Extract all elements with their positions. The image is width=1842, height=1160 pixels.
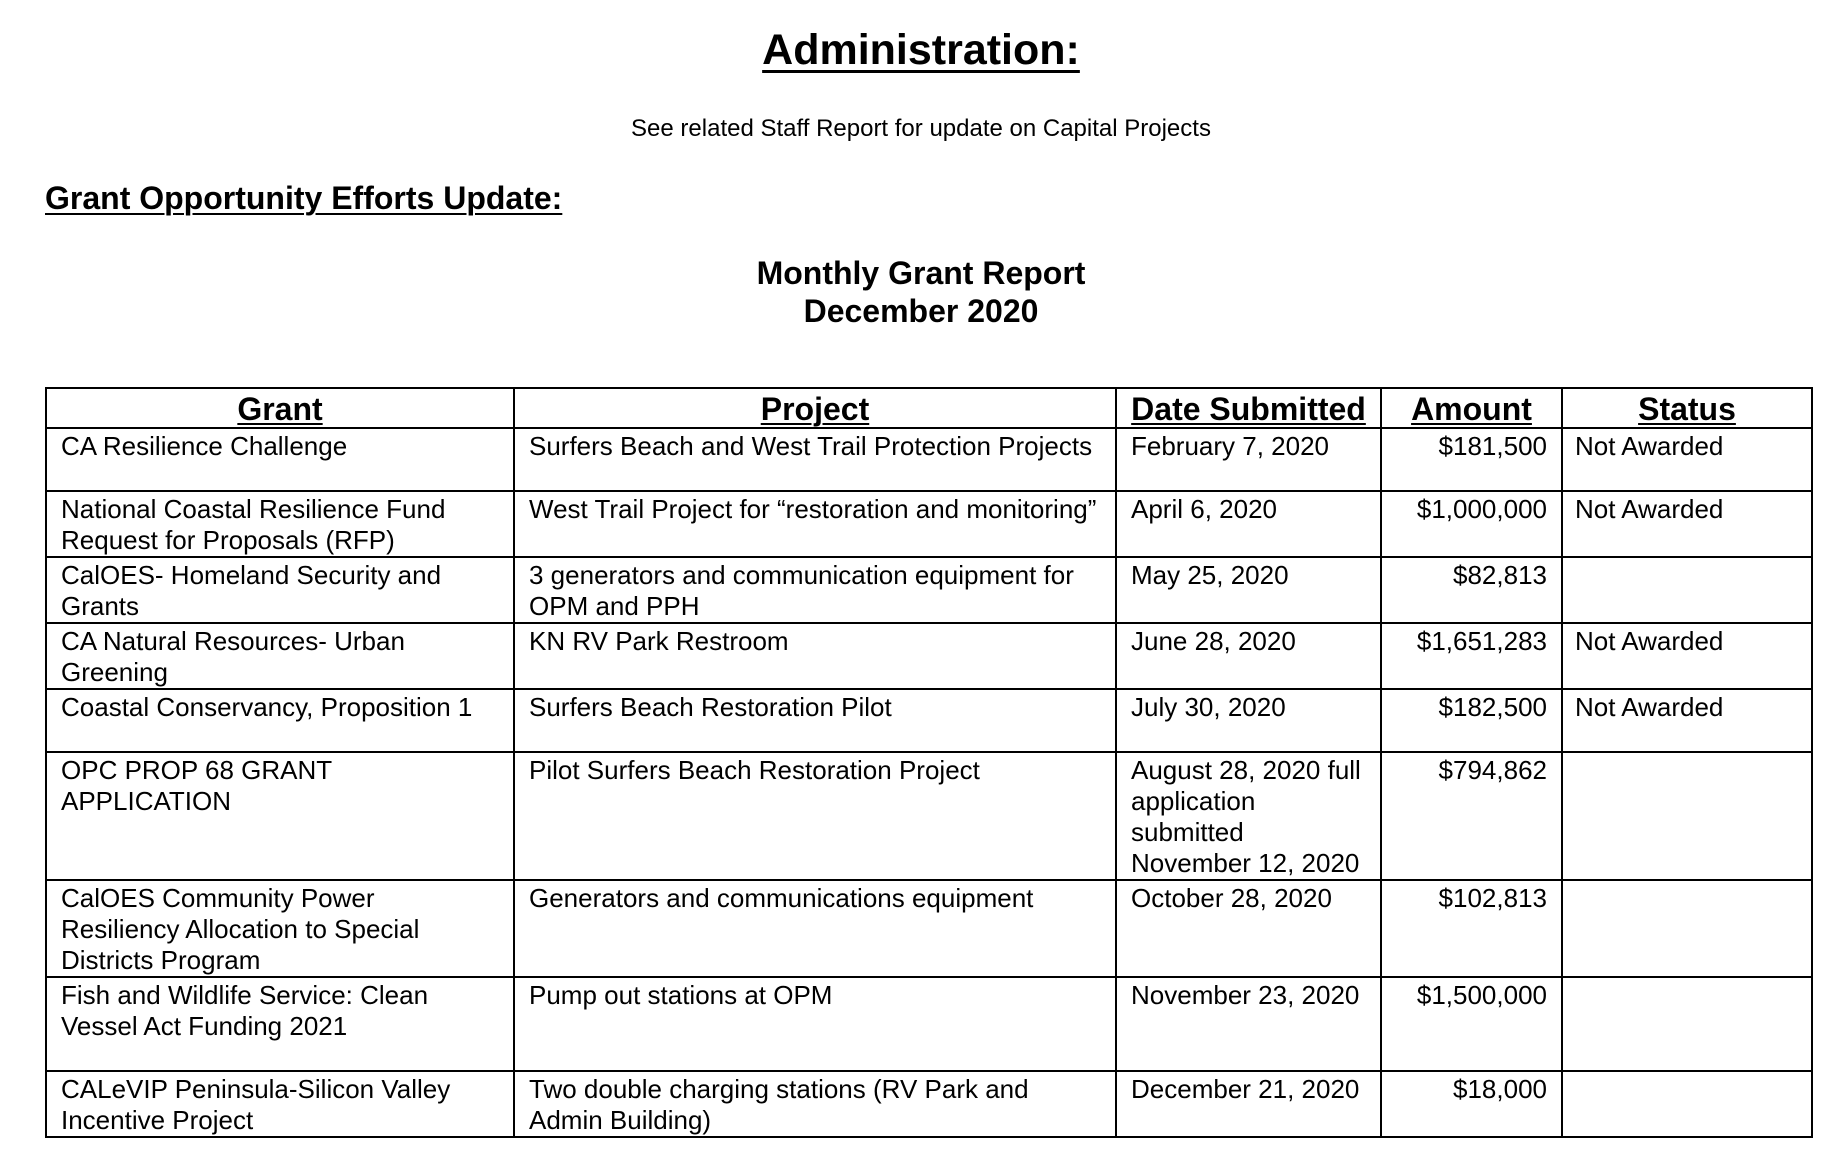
column-header-project: Project (514, 388, 1116, 428)
table-row (46, 977, 1812, 1071)
table-row (46, 557, 1812, 623)
page-title-text: Administration: (762, 26, 1080, 74)
project-cell: Pilot Surfers Beach Restoration Project (514, 752, 1116, 880)
table-row (46, 623, 1812, 689)
project-cell: 3 generators and communication equipment for OPM and PPH (514, 557, 1116, 623)
amount-cell: $181,500 (1381, 428, 1562, 491)
status-cell: Not Awarded (1562, 623, 1812, 689)
grant-cell: Fish and Wildlife Service: Clean Vessel Act Funding 2021 (46, 977, 514, 1071)
project-cell: Surfers Beach Restoration Pilot (514, 689, 1116, 752)
project-cell: West Trail Project for “restoration and monitoring” (514, 491, 1116, 557)
grant-cell: CALeVIP Peninsula-Silicon Valley Incentive Project (46, 1071, 514, 1137)
column-header-status: Status (1562, 388, 1812, 428)
grant-cell: CalOES- Homeland Security and Grants (46, 557, 514, 623)
amount-cell: $182,500 (1381, 689, 1562, 752)
grant-cell: Coastal Conservancy, Proposition 1 (46, 689, 514, 752)
column-header-grant: Grant (46, 388, 514, 428)
report-title-line2: December 2020 (803, 293, 1039, 329)
staff-report-note: See related Staff Report for update on Capital Projects (631, 115, 1211, 142)
status-cell: Not Awarded (1562, 491, 1812, 557)
status-cell (1562, 752, 1812, 880)
amount-cell: $794,862 (1381, 752, 1562, 880)
report-title (0, 254, 1842, 330)
amount-cell: $1,651,283 (1381, 623, 1562, 689)
project-cell: Pump out stations at OPM (514, 977, 1116, 1071)
amount-cell: $18,000 (1381, 1071, 1562, 1137)
date-submitted-cell: November 23, 2020 (1116, 977, 1381, 1071)
grant-table (45, 387, 1813, 1138)
amount-cell: $102,813 (1381, 880, 1562, 977)
section-heading: Grant Opportunity Efforts Update: (45, 180, 563, 216)
status-cell: Not Awarded (1562, 689, 1812, 752)
date-submitted-cell: April 6, 2020 (1116, 491, 1381, 557)
table-row (46, 689, 1812, 752)
project-cell: KN RV Park Restroom (514, 623, 1116, 689)
table-row (46, 880, 1812, 977)
grant-cell: National Coastal Resilience Fund Request for Proposals (RFP) (46, 491, 514, 557)
project-cell: Generators and communications equipment (514, 880, 1116, 977)
table-row (46, 752, 1812, 880)
date-submitted-cell: February 7, 2020 (1116, 428, 1381, 491)
amount-cell: $82,813 (1381, 557, 1562, 623)
status-cell: Not Awarded (1562, 428, 1812, 491)
table-row (46, 491, 1812, 557)
project-cell: Surfers Beach and West Trail Protection Projects (514, 428, 1116, 491)
grant-cell: CA Resilience Challenge (46, 428, 514, 491)
date-submitted-cell: June 28, 2020 (1116, 623, 1381, 689)
amount-cell: $1,500,000 (1381, 977, 1562, 1071)
amount-cell: $1,000,000 (1381, 491, 1562, 557)
page-title (0, 26, 1842, 75)
date-submitted-cell: August 28, 2020 full application submitted November 12, 2020 (1116, 752, 1381, 880)
date-submitted-cell: July 30, 2020 (1116, 689, 1381, 752)
grant-cell: CalOES Community Power Resiliency Allocation to Special Districts Program (46, 880, 514, 977)
date-submitted-cell: October 28, 2020 (1116, 880, 1381, 977)
table-header-row (46, 388, 1812, 428)
column-header-amount: Amount (1381, 388, 1562, 428)
status-cell (1562, 557, 1812, 623)
status-cell (1562, 977, 1812, 1071)
column-header-date-submitted: Date Submitted (1116, 388, 1381, 428)
date-submitted-cell: May 25, 2020 (1116, 557, 1381, 623)
status-cell (1562, 1071, 1812, 1137)
report-title-line1: Monthly Grant Report (756, 255, 1086, 291)
grant-cell: OPC PROP 68 GRANT APPLICATION (46, 752, 514, 880)
table-row (46, 428, 1812, 491)
grant-cell: CA Natural Resources- Urban Greening (46, 623, 514, 689)
table-row (46, 1071, 1812, 1137)
project-cell: Two double charging stations (RV Park and Admin Building) (514, 1071, 1116, 1137)
date-submitted-cell: December 21, 2020 (1116, 1071, 1381, 1137)
status-cell (1562, 880, 1812, 977)
